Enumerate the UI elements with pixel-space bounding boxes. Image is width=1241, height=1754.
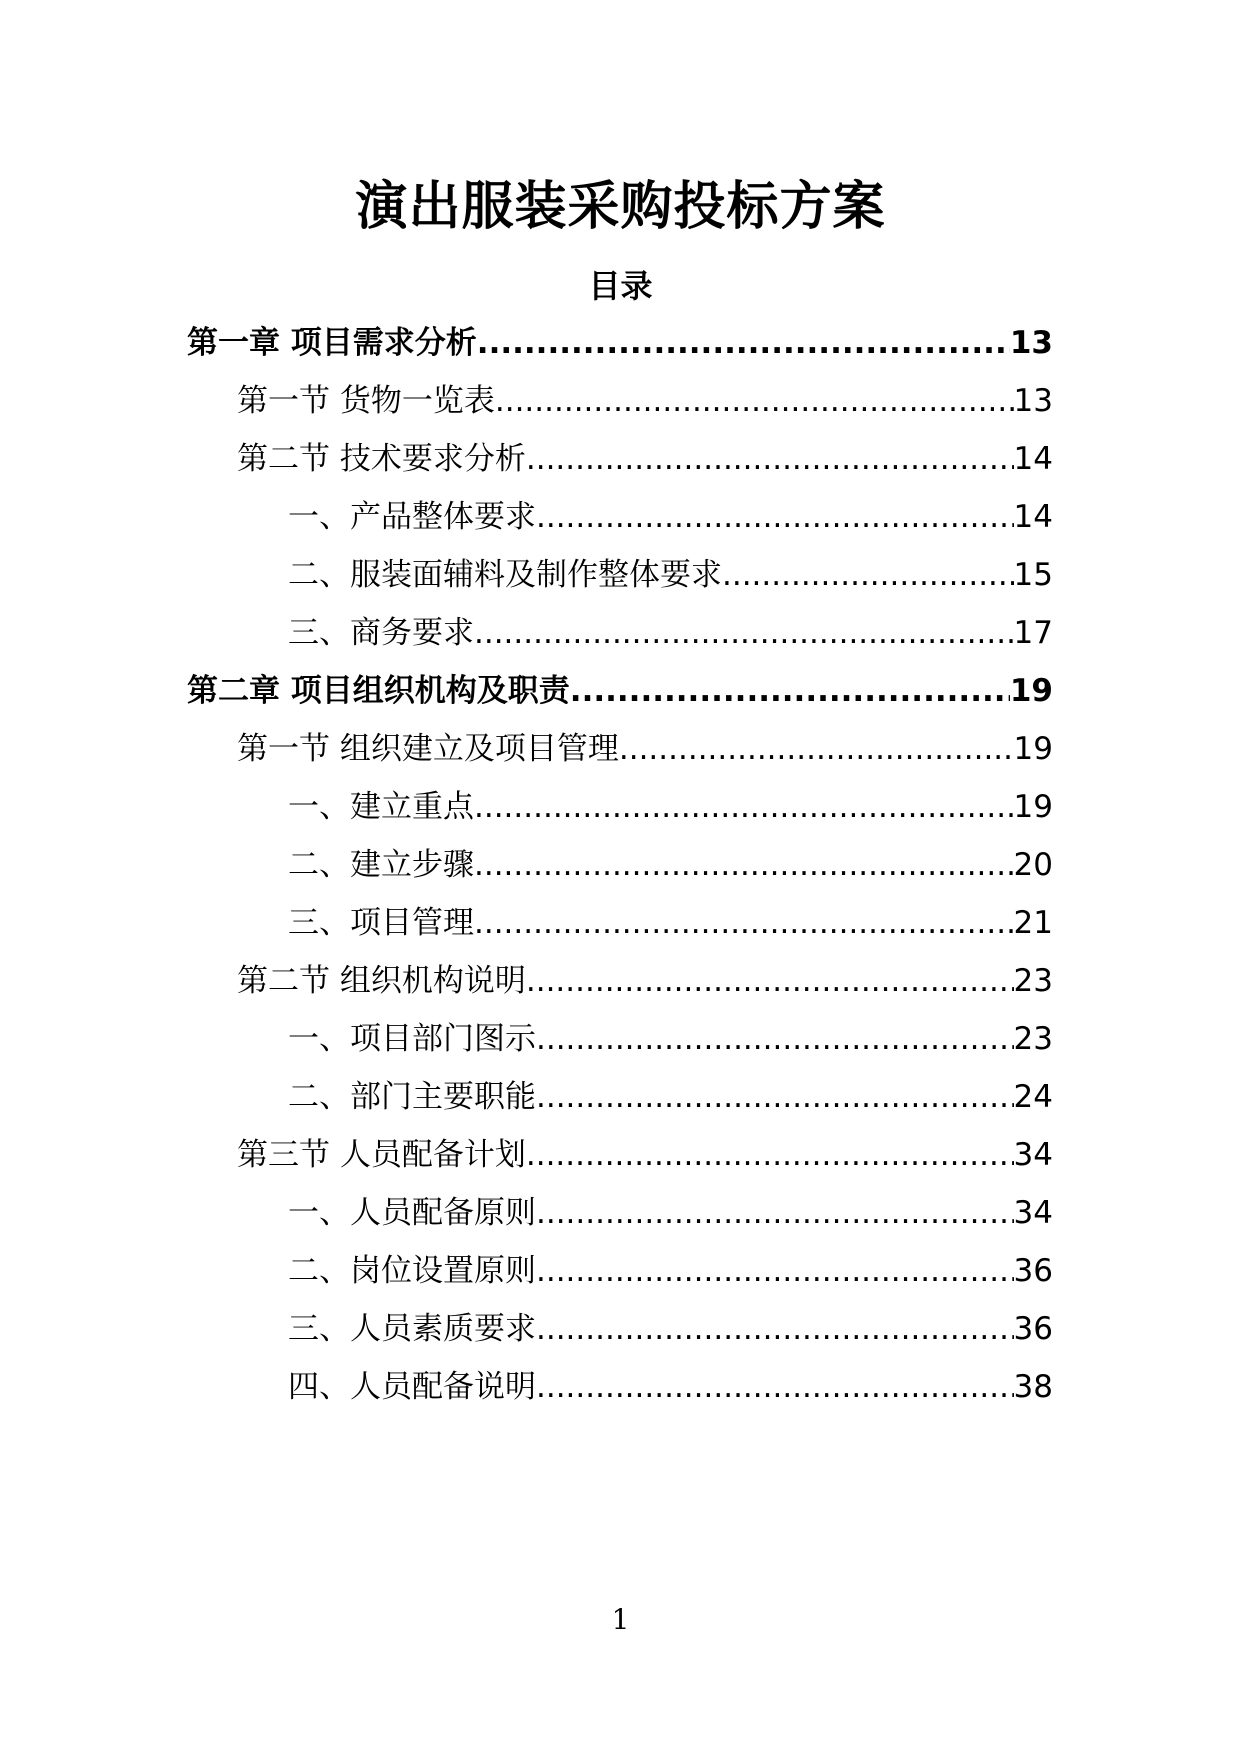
toc-entry-text: 二、建立步骤 bbox=[288, 847, 474, 883]
toc-dot-leader bbox=[474, 608, 1014, 658]
toc-entry-text: 第二节 组织机构说明 bbox=[237, 963, 526, 999]
toc-dot-leader bbox=[474, 898, 1014, 948]
toc-entry-page: 14 bbox=[1013, 441, 1053, 477]
toc-entry-section[interactable] bbox=[237, 1130, 1053, 1180]
toc-entry-text: 三、项目管理 bbox=[288, 905, 474, 941]
toc-entry-page: 23 bbox=[1013, 1021, 1053, 1057]
toc-entry-page: 13 bbox=[1009, 325, 1053, 361]
toc-entry-page: 24 bbox=[1013, 1079, 1053, 1115]
toc-entry-subsection[interactable] bbox=[288, 1246, 1053, 1296]
toc-dot-leader bbox=[536, 1362, 1014, 1412]
toc-dot-leader bbox=[474, 840, 1014, 890]
toc-entry-text: 第一章 项目需求分析 bbox=[187, 325, 477, 361]
toc-heading: 目录 bbox=[588, 267, 653, 305]
toc-entry-subsection[interactable] bbox=[288, 1072, 1053, 1122]
toc-entry-section[interactable] bbox=[237, 956, 1053, 1006]
toc-entry-subsection[interactable] bbox=[288, 608, 1053, 658]
toc-entry-subsection[interactable] bbox=[288, 550, 1053, 600]
toc-entry-page: 36 bbox=[1013, 1311, 1053, 1347]
toc-entry-section[interactable] bbox=[237, 376, 1053, 426]
toc-entry-page: 38 bbox=[1013, 1369, 1053, 1405]
toc-entry-page: 34 bbox=[1013, 1195, 1053, 1231]
toc-entry-page: 23 bbox=[1013, 963, 1053, 999]
toc-dot-leader bbox=[536, 1188, 1014, 1238]
toc-entry-page: 21 bbox=[1013, 905, 1053, 941]
toc-dot-leader bbox=[526, 956, 1014, 1006]
toc-dot-leader bbox=[536, 492, 1014, 542]
toc-entry-page: 13 bbox=[1013, 383, 1053, 419]
toc-entry-page: 14 bbox=[1013, 499, 1053, 535]
toc-entry-chapter[interactable] bbox=[187, 318, 1053, 368]
toc-entry-text: 三、人员素质要求 bbox=[288, 1311, 536, 1347]
toc-dot-leader bbox=[536, 1072, 1014, 1122]
toc-dot-leader bbox=[526, 1130, 1014, 1180]
toc-dot-leader bbox=[570, 666, 1010, 716]
toc-dot-leader bbox=[619, 724, 1014, 774]
toc-entry-text: 第二章 项目组织机构及职责 bbox=[187, 673, 570, 709]
toc-entry-text: 一、项目部门图示 bbox=[288, 1021, 536, 1057]
toc-entry-page: 19 bbox=[1013, 731, 1053, 767]
toc-dot-leader bbox=[536, 1246, 1014, 1296]
toc-entry-section[interactable] bbox=[237, 724, 1053, 774]
toc-entry-section[interactable] bbox=[237, 434, 1053, 484]
toc-entry-subsection[interactable] bbox=[288, 1362, 1053, 1412]
toc-entry-page: 19 bbox=[1009, 673, 1053, 709]
page-number: 1 bbox=[611, 1603, 630, 1636]
toc-dot-leader bbox=[536, 1304, 1014, 1354]
toc-entry-page: 15 bbox=[1013, 557, 1053, 593]
toc-entry-page: 36 bbox=[1013, 1253, 1053, 1289]
toc-dot-leader bbox=[722, 550, 1014, 600]
toc-entry-page: 19 bbox=[1013, 789, 1053, 825]
toc-entry-text: 第三节 人员配备计划 bbox=[237, 1137, 526, 1173]
toc-entry-text: 二、岗位设置原则 bbox=[288, 1253, 536, 1289]
toc-entry-subsection[interactable] bbox=[288, 1304, 1053, 1354]
toc-entry-text: 二、部门主要职能 bbox=[288, 1079, 536, 1115]
toc-dot-leader bbox=[495, 376, 1014, 426]
toc-entry-page: 17 bbox=[1013, 615, 1053, 651]
toc-entry-text: 第一节 组织建立及项目管理 bbox=[237, 731, 619, 767]
toc-entry-subsection[interactable] bbox=[288, 840, 1053, 890]
toc-entry-subsection[interactable] bbox=[288, 1188, 1053, 1238]
toc-dot-leader bbox=[477, 318, 1010, 368]
toc-entry-page: 20 bbox=[1013, 847, 1053, 883]
toc-entry-text: 一、人员配备原则 bbox=[288, 1195, 536, 1231]
toc-entry-subsection[interactable] bbox=[288, 898, 1053, 948]
toc-entry-text: 一、建立重点 bbox=[288, 789, 474, 825]
toc-dot-leader bbox=[536, 1014, 1014, 1064]
toc-entry-text: 三、商务要求 bbox=[288, 615, 474, 651]
toc-entry-text: 第一节 货物一览表 bbox=[237, 383, 495, 419]
toc-dot-leader bbox=[474, 782, 1014, 832]
toc-entry-text: 四、人员配备说明 bbox=[288, 1369, 536, 1405]
toc-dot-leader bbox=[526, 434, 1014, 484]
toc-entry-text: 第二节 技术要求分析 bbox=[237, 441, 526, 477]
toc-entry-page: 34 bbox=[1013, 1137, 1053, 1173]
toc-entry-chapter[interactable] bbox=[187, 666, 1053, 716]
toc-entry-subsection[interactable] bbox=[288, 1014, 1053, 1064]
document-title: 演出服装采购投标方案 bbox=[355, 177, 886, 237]
toc-entry-subsection[interactable] bbox=[288, 782, 1053, 832]
toc-entry-text: 二、服装面辅料及制作整体要求 bbox=[288, 557, 722, 593]
toc-entry-text: 一、产品整体要求 bbox=[288, 499, 536, 535]
toc-entry-subsection[interactable] bbox=[288, 492, 1053, 542]
